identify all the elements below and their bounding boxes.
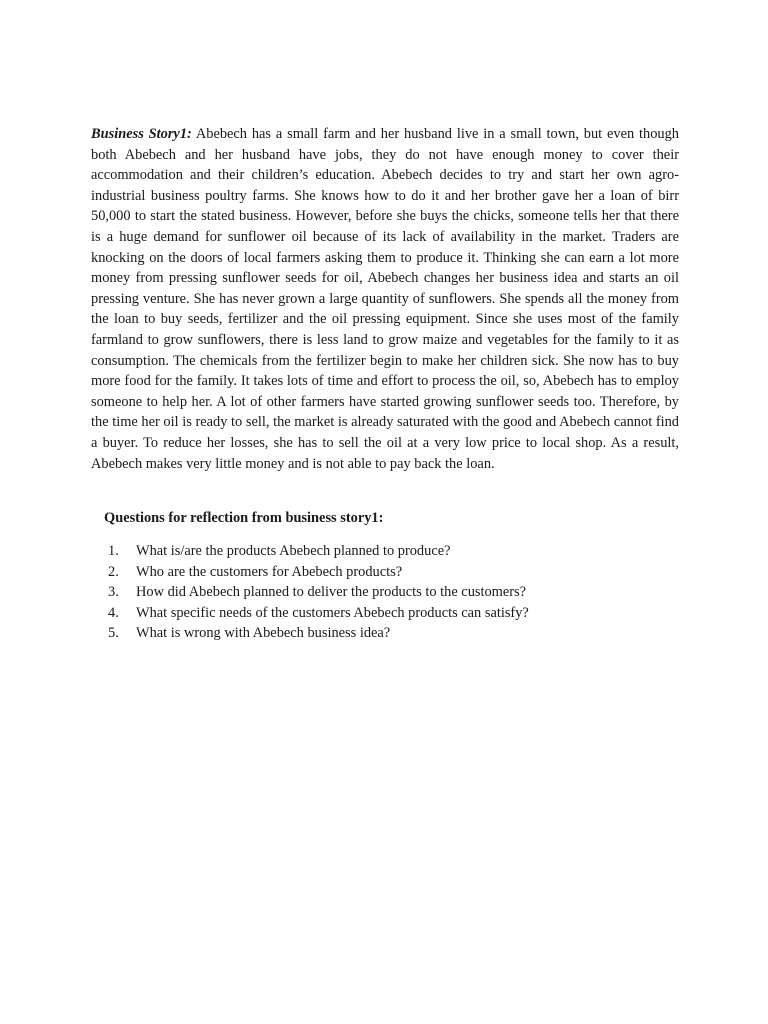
- story-title: Business Story1:: [91, 126, 192, 142]
- question-item: [108, 541, 529, 562]
- question-text: What is wrong with Abebech business idea?: [136, 625, 391, 641]
- question-number: 1.: [108, 543, 119, 559]
- question-item: [108, 623, 529, 644]
- question-text: What is/are the products Abebech planned to produce?: [136, 543, 451, 559]
- story-paragraph: [91, 124, 679, 474]
- questions-heading: Questions for reflection from business story1:: [104, 510, 384, 526]
- question-text: What specific needs of the customers Abebech products can satisfy?: [136, 604, 529, 621]
- question-item: [108, 562, 529, 583]
- question-number: 5.: [108, 625, 119, 641]
- question-number: 4.: [108, 604, 119, 621]
- question-list: [108, 541, 529, 644]
- question-number: 2.: [108, 563, 119, 580]
- question-item: [108, 603, 529, 624]
- question-number: 3.: [108, 584, 119, 600]
- question-text: Who are the customers for Abebech products?: [136, 563, 403, 580]
- question-text: How did Abebech planned to deliver the products to the customers?: [136, 584, 527, 600]
- question-item: [108, 582, 529, 603]
- story-body: Abebech has a small farm and her husband live in a small town, but even though both Abebech and her husband have jobs, they do not have enough money to cover their accommodation and their children’s education. Abebech decides to try and start her own agro-industrial business poultry farms. She knows how to do it and her brother gave her a loan of birr 50,000 to start the stated business. However, before she buys the chicks, someone tells her that there is a huge demand for sunflower oil because of its lack of availability in the market. Traders are knocking on the doors of local farmers asking them to produce it. Thinking she can earn a lot more money from pressing sunflower seeds for oil, Abebech changes her business idea and starts an oil pressing venture. She has never grown a large quantity of sunflowers. She spends all the money from the loan to buy seeds, fertilizer and the oil pressing equipment. Since she uses most of the family farmland to grow sunflowers, there is less land to grow maize and vegetables for the family to it as consumption. The chemicals from the fertilizer begin to make her children sick. She now has to buy more food for the family. It takes lots of time and effort to process the oil, so, Abebech has to employ someone to help her. A lot of other farmers have started growing sunflower seeds too. Therefore, by the time her oil is ready to sell, the market is already saturated with the good and Abebech cannot find a buyer. To reduce her losses, she has to sell the oil at a very low price to local shop. As a result, Abebech makes very little money and is not able to pay back the loan.: [91, 126, 679, 472]
